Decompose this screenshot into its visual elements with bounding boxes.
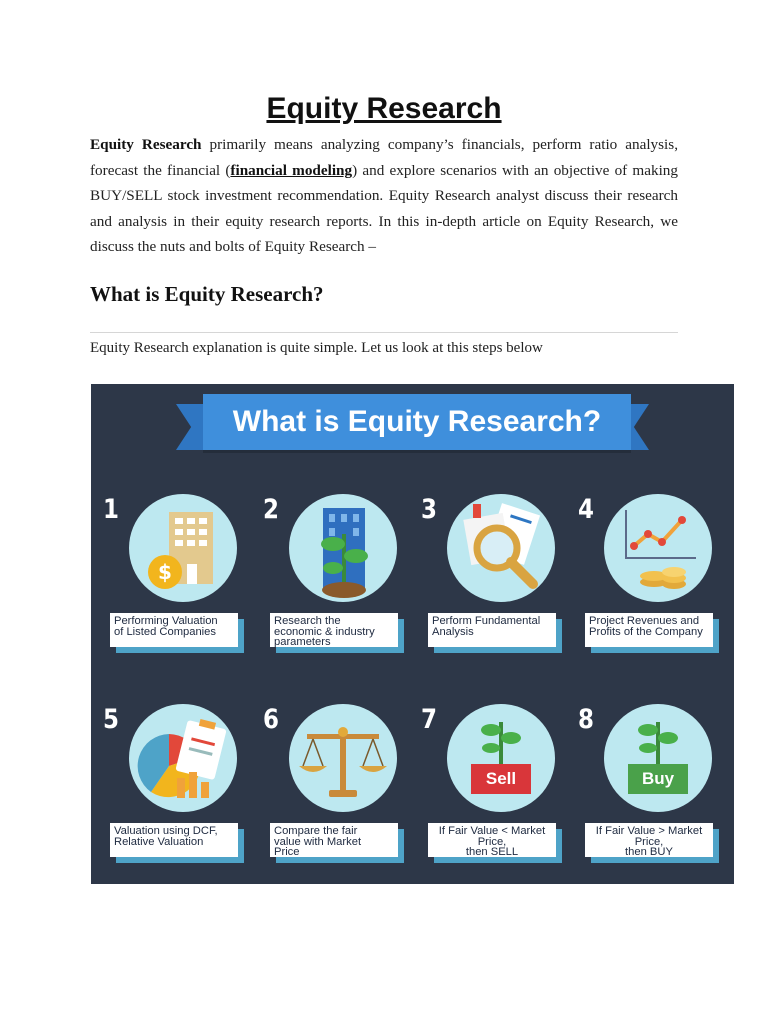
infographic-banner: What is Equity Research? [203, 394, 631, 450]
step-label: Valuation using DCF, Relative Valuation [110, 823, 238, 857]
plant-sell-sign-icon [447, 704, 555, 812]
step-number: 6 [263, 704, 279, 735]
step-number: 4 [578, 494, 594, 525]
intro-text-2: ) and explore scenarios with an objective of making BUY/SELL stock investment recommendation. Equity Research analyst discuss their research and analysis in their equity research reports. In this in-depth article on Equity Research, we discuss the nuts and bolts of Equity Research – [90, 161, 678, 255]
plant-buy-sign-icon [604, 704, 712, 812]
step-6 [263, 704, 413, 869]
step-label: Project Revenues and Profits of the Company [585, 613, 713, 647]
pie-chart-clipboard-icon [129, 704, 237, 812]
step-2 [263, 494, 413, 659]
step-number: 8 [578, 704, 594, 735]
step-8 [578, 704, 728, 869]
step-label: If Fair Value > Market Price, then BUY [585, 823, 713, 857]
growth-line-chart-coins-icon [604, 494, 712, 602]
office-building-dollar-icon [129, 494, 237, 602]
step-label: Research the economic & industry parameters [270, 613, 398, 647]
step-1 [103, 494, 253, 659]
step-5 [103, 704, 253, 869]
step-label: If Fair Value < Market Price, then SELL [428, 823, 556, 857]
sell-sign: Sell [485, 769, 517, 788]
step-number: 5 [103, 704, 119, 735]
divider [90, 332, 678, 333]
balance-scale-icon [289, 704, 397, 812]
step-7 [421, 704, 571, 869]
step-4 [578, 494, 728, 659]
page-title: Equity Research [266, 92, 502, 125]
step-label: Performing Valuation of Listed Companies [110, 613, 238, 647]
magnifier-documents-icon [447, 494, 555, 602]
section-heading: What is Equity Research? [90, 282, 324, 306]
intro-paragraph [90, 132, 678, 260]
step-label: Compare the fair value with Market Price [270, 823, 398, 857]
step-number: 3 [421, 494, 437, 525]
intro-text-1: primarily means analyzing company’s financials, perform ratio analysis, forecast the financial ( [90, 136, 678, 179]
step-number: 1 [103, 494, 119, 525]
intro-term: Equity Research [90, 136, 202, 153]
step-number: 7 [421, 704, 437, 735]
step-3 [421, 494, 571, 659]
growing-plant-building-icon [289, 494, 397, 602]
financial-modeling-link[interactable]: financial modeling [230, 161, 353, 179]
step-label: Perform Fundamental Analysis [428, 613, 556, 647]
svg-text:$: $ [158, 560, 172, 584]
lead-text: Equity Research explanation is quite simple. Let us look at this steps below [90, 340, 543, 356]
step-number: 2 [263, 494, 279, 525]
infographic [91, 384, 734, 884]
buy-sign: Buy [641, 769, 675, 788]
